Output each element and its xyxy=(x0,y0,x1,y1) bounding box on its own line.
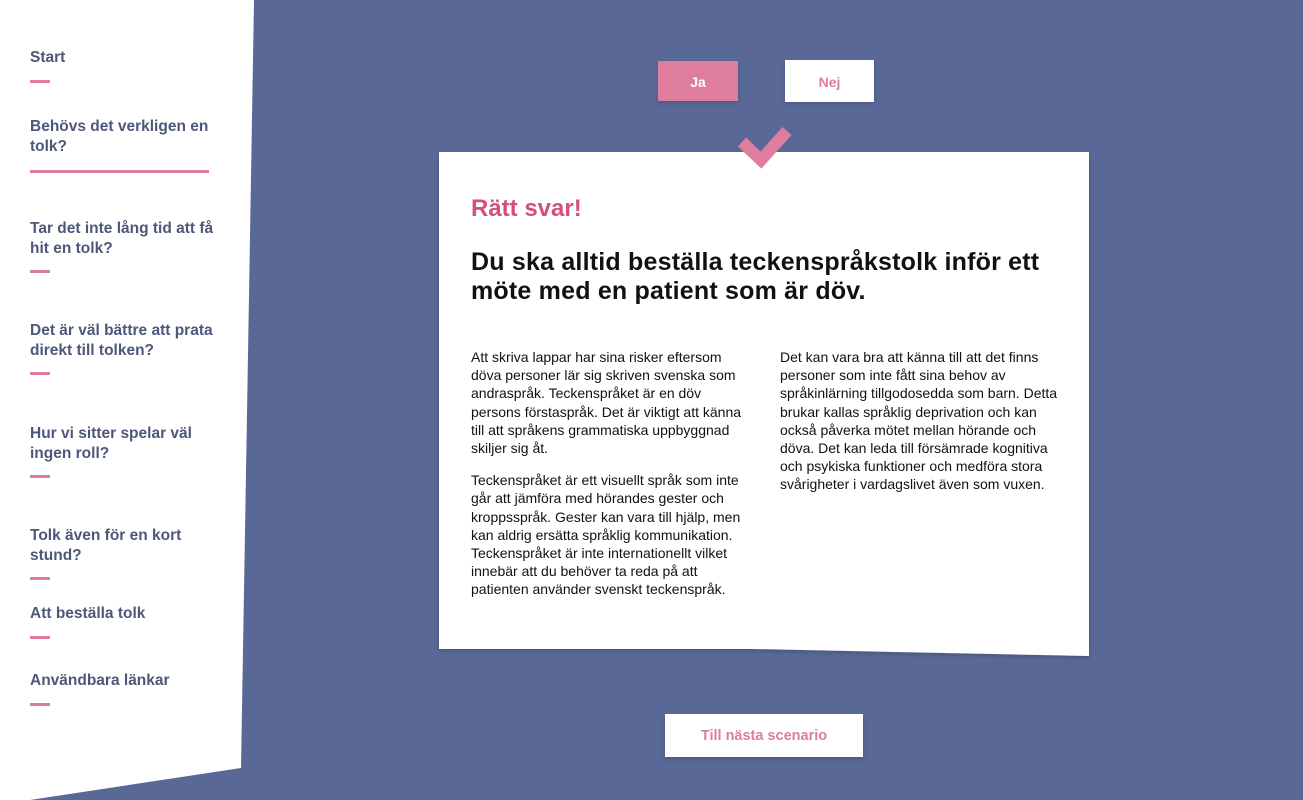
sidebar-item-kort-stund[interactable] xyxy=(30,526,220,580)
sidebar-item-label: Behövs det verkligen en tolk? xyxy=(30,118,209,155)
sidebar-item-label: Tar det inte lång tid att få hit en tolk? xyxy=(30,220,214,257)
result-paragraph: Att skriva lappar har sina risker eftersom döva personer lär sig skriven svenska som andraspråk. Teckenspråket är en döv persons förstaspråk. Det är viktigt att känna till att språkens grammatiska uppbyggnad skiljer sig åt. xyxy=(471,349,742,457)
sidebar-item-indicator xyxy=(30,636,50,639)
sidebar-item-label: Hur vi sitter spelar väl ingen roll? xyxy=(30,425,192,462)
sidebar-item-indicator xyxy=(30,703,50,706)
sidebar-item-active-indicator xyxy=(30,170,209,173)
result-text-right-column xyxy=(780,348,1065,508)
sidebar-item-indicator xyxy=(30,372,50,375)
sidebar-item-indicator xyxy=(30,270,50,273)
result-text-left-column xyxy=(471,348,751,613)
next-scenario-button[interactable]: Till nästa scenario xyxy=(665,714,863,757)
sidebar-item-indicator xyxy=(30,475,50,478)
result-title: Rätt svar! xyxy=(471,195,582,222)
sidebar-item-indicator xyxy=(30,577,50,580)
yes-button[interactable]: Ja xyxy=(658,61,738,101)
sidebar-item-start[interactable] xyxy=(30,48,220,83)
sidebar-item-label: Det är väl bättre att prata direkt till tolken? xyxy=(30,322,213,359)
result-heading: Du ska alltid beställa teckenspråkstolk inför ett möte med en patient som är döv. xyxy=(471,248,1040,305)
sidebar-item-indicator xyxy=(30,80,50,83)
sidebar-item-lankar[interactable] xyxy=(30,671,220,706)
sidebar-item-label: Tolk även för en kort stund? xyxy=(30,527,182,564)
sidebar-item-behovs-tolk[interactable] xyxy=(30,117,220,173)
sidebar xyxy=(0,0,260,800)
no-button[interactable]: Nej xyxy=(785,60,874,102)
result-paragraph: Det kan vara bra att känna till att det finns personer som inte fått sina behov av språkinlärning tillgodosedda som barn. Detta brukar kallas språklig deprivation och kan också påverka mötet mellan hörande och döva. Det kan leda till försämrade kognitiva och psykiska funktioner och medföra stora svårigheter i vardagslivet även som vuxen. xyxy=(780,349,1058,493)
sidebar-item-hur-vi-sitter[interactable] xyxy=(30,424,220,478)
sidebar-item-lang-tid[interactable] xyxy=(30,219,220,273)
sidebar-item-label: Användbara länkar xyxy=(30,672,170,689)
sidebar-item-label: Start xyxy=(30,49,66,66)
sidebar-item-prata-direkt[interactable] xyxy=(30,321,220,375)
sidebar-item-label: Att beställa tolk xyxy=(30,605,146,622)
result-paragraph: Teckenspråket är ett visuellt språk som inte går att jämföra med hörandes gester och kroppsspråk. Gester kan vara till hjälp, men kan aldrig ersätta språklig kommunikation. Teckenspråket är inte internationellt vilket innebär att du behöver ta reda på att patienten använder svenskt teckenspråk. xyxy=(471,472,741,598)
sidebar-item-bestalla-tolk[interactable] xyxy=(30,604,220,639)
